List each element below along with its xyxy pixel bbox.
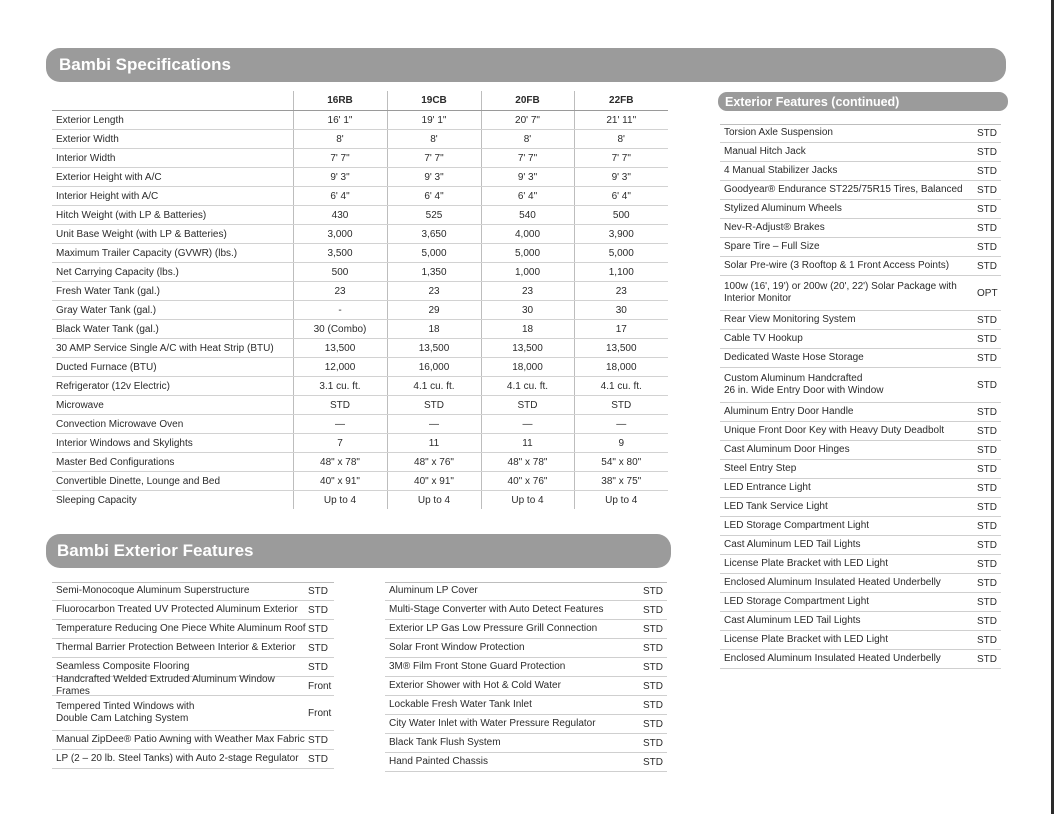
feature-row [720, 441, 1001, 460]
feature-label: License Plate Bracket with LED Light [724, 557, 888, 569]
specifications-banner [46, 48, 1006, 82]
spec-value: - [293, 301, 387, 320]
spec-value: 4,000 [481, 225, 574, 244]
spec-value: 8' [481, 130, 574, 149]
spec-label: Ducted Furnace (BTU) [52, 358, 293, 377]
feature-row [52, 601, 334, 620]
spec-value: — [481, 415, 574, 434]
feature-label: Cast Aluminum Door Hinges [724, 443, 850, 455]
spec-value: 9' 3" [387, 168, 481, 187]
feature-label: 4 Manual Stabilizer Jacks [724, 164, 838, 176]
spec-row [52, 168, 668, 187]
feature-label: Handcrafted Welded Extruded Aluminum Window Frames [56, 673, 275, 697]
spec-value: — [293, 415, 387, 434]
feature-row [720, 143, 1001, 162]
feature-value: STD [977, 482, 997, 494]
specifications-header-row [52, 91, 668, 111]
feature-row [385, 601, 667, 620]
spec-value: 6' 4" [574, 187, 668, 206]
feature-label: City Water Inlet with Water Pressure Regulator [389, 717, 596, 729]
spec-row [52, 358, 668, 377]
feature-label: Solar Pre-wire (3 Rooftop & 1 Front Access Points) [724, 259, 950, 271]
exterior-features-list-left [52, 582, 334, 769]
spec-value: 40" x 76" [481, 472, 574, 491]
feature-row [720, 162, 1001, 181]
spec-row [52, 263, 668, 282]
spec-label: Interior Height with A/C [52, 187, 293, 206]
feature-label: Aluminum Entry Door Handle [724, 405, 854, 417]
feature-label: Black Tank Flush System [389, 736, 501, 748]
feature-label: Spare Tire – Full Size [724, 240, 820, 252]
feature-value: STD [308, 586, 328, 597]
feature-label: Hand Painted Chassis [389, 755, 488, 767]
spec-value: 19' 1" [387, 111, 481, 130]
spec-value: 16,000 [387, 358, 481, 377]
feature-label: Enclosed Aluminum Insulated Heated Underbelly [724, 652, 941, 664]
spec-label: Master Bed Configurations [52, 453, 293, 472]
spec-label: Exterior Height with A/C [52, 168, 293, 187]
spec-value: 18 [387, 320, 481, 339]
spec-value: 13,500 [574, 339, 668, 358]
feature-value: STD [977, 222, 997, 234]
feature-value: STD [977, 444, 997, 456]
feature-row [720, 219, 1001, 238]
feature-value: STD [977, 558, 997, 570]
feature-row [720, 460, 1001, 479]
feature-value: STD [308, 661, 328, 673]
feature-value: STD [977, 260, 997, 272]
specifications-table [52, 91, 668, 509]
feature-label: Semi-Monocoque Aluminum Superstructure [56, 585, 250, 597]
feature-row [720, 238, 1001, 257]
spec-label: Interior Windows and Skylights [52, 434, 293, 453]
spec-row [52, 149, 668, 168]
feature-row [385, 620, 667, 639]
feature-row [720, 349, 1001, 368]
spec-row [52, 415, 668, 434]
feature-row [720, 631, 1001, 650]
feature-row [720, 593, 1001, 612]
feature-label: LED Storage Compartment Light [724, 595, 870, 607]
spec-label: Net Carrying Capacity (lbs.) [52, 263, 293, 282]
spec-label: Fresh Water Tank (gal.) [52, 282, 293, 301]
feature-row [720, 403, 1001, 422]
spec-label: 30 AMP Service Single A/C with Heat Strip (BTU) [52, 339, 293, 358]
feature-label: Rear View Monitoring System [724, 313, 856, 325]
feature-label: Steel Entry Step [724, 462, 797, 474]
exterior-features-list-continued [720, 124, 1001, 669]
feature-label: Enclosed Aluminum Insulated Heated Underbelly [724, 576, 941, 588]
specifications-title: Bambi Specifications [59, 55, 231, 74]
spec-value: 13,500 [293, 339, 387, 358]
spec-label: Unit Base Weight (with LP & Batteries) [52, 225, 293, 244]
feature-value: STD [643, 718, 663, 730]
spec-value: 1,100 [574, 263, 668, 282]
feature-value: STD [977, 314, 997, 326]
spec-label: Convertible Dinette, Lounge and Bed [52, 472, 293, 491]
feature-row [720, 200, 1001, 219]
spec-value: 48" x 78" [481, 453, 574, 472]
feature-value: STD [643, 661, 663, 673]
feature-value: STD [977, 146, 997, 158]
spec-label: Refrigerator (12v Electric) [52, 377, 293, 396]
spec-value: 500 [574, 206, 668, 225]
feature-row [52, 582, 334, 601]
feature-value: STD [977, 577, 997, 589]
feature-value: STD [977, 241, 997, 253]
feature-value: STD [308, 734, 328, 746]
feature-row [385, 677, 667, 696]
feature-row [720, 422, 1001, 441]
feature-row [385, 696, 667, 715]
spec-label: Black Water Tank (gal.) [52, 320, 293, 339]
spec-label: Interior Width [52, 149, 293, 168]
feature-row [385, 753, 667, 772]
spec-value: 6' 4" [387, 187, 481, 206]
spec-value: Up to 4 [574, 491, 668, 510]
feature-value: STD [977, 539, 997, 551]
spec-value: 11 [481, 434, 574, 453]
feature-value: STD [308, 642, 328, 654]
spec-row [52, 320, 668, 339]
feature-value: STD [977, 406, 997, 418]
feature-row [385, 639, 667, 658]
model-header: 20FB [481, 91, 574, 111]
exterior-features-banner [46, 534, 671, 568]
spec-value: 430 [293, 206, 387, 225]
feature-label: 100w (16', 19') or 200w (20', 22') Solar Package with Interior Monitor [724, 280, 957, 304]
spec-value: 1,000 [481, 263, 574, 282]
feature-value: STD [643, 680, 663, 692]
spec-value: 40" x 91" [387, 472, 481, 491]
spec-row [52, 377, 668, 396]
spec-row [52, 434, 668, 453]
spec-value: 5,000 [574, 244, 668, 263]
spec-value: 3,000 [293, 225, 387, 244]
specifications-body [52, 111, 668, 510]
feature-row [720, 479, 1001, 498]
feature-value: STD [643, 623, 663, 635]
spec-row [52, 491, 668, 510]
spec-label-header [52, 91, 293, 111]
feature-label: Manual ZipDee® Patio Awning with Weather Max Fabric [56, 733, 305, 745]
feature-label: LED Storage Compartment Light [724, 519, 870, 531]
feature-value: STD [977, 379, 997, 391]
spec-value: STD [481, 396, 574, 415]
feature-label: Dedicated Waste Hose Storage [724, 351, 864, 363]
feature-value: STD [977, 520, 997, 532]
spec-value: 540 [481, 206, 574, 225]
spec-label: Gray Water Tank (gal.) [52, 301, 293, 320]
feature-row [720, 536, 1001, 555]
feature-value: STD [977, 203, 997, 215]
spec-value: 40" x 91" [293, 472, 387, 491]
feature-row [52, 731, 334, 750]
feature-row [720, 650, 1001, 669]
feature-row [720, 330, 1001, 349]
spec-label: Microwave [52, 396, 293, 415]
feature-value: OPT [977, 287, 998, 299]
spec-value: 23 [293, 282, 387, 301]
feature-label: Exterior Shower with Hot & Cold Water [389, 679, 561, 691]
feature-label: Cast Aluminum LED Tail Lights [724, 614, 861, 626]
spec-value: 23 [481, 282, 574, 301]
spec-row [52, 301, 668, 320]
feature-label: LP (2 – 20 lb. Steel Tanks) with Auto 2-stage Regulator [56, 752, 299, 764]
feature-row [720, 498, 1001, 517]
spec-value: 3,900 [574, 225, 668, 244]
feature-value: STD [977, 615, 997, 627]
exterior-features-list-middle [385, 582, 667, 772]
feature-label: LED Entrance Light [724, 481, 811, 493]
feature-row [52, 696, 334, 731]
spec-value: 11 [387, 434, 481, 453]
feature-row [720, 257, 1001, 276]
feature-row [720, 555, 1001, 574]
spec-value: 23 [387, 282, 481, 301]
spec-value: 525 [387, 206, 481, 225]
feature-value: STD [977, 634, 997, 646]
feature-row [385, 715, 667, 734]
spec-row [52, 396, 668, 415]
spec-value: 4.1 cu. ft. [387, 377, 481, 396]
spec-value: 16' 1" [293, 111, 387, 130]
feature-row [385, 658, 667, 677]
spec-value: — [387, 415, 481, 434]
spec-value: 21' 11" [574, 111, 668, 130]
spec-value: 54" x 80" [574, 453, 668, 472]
spec-value: 7' 7" [293, 149, 387, 168]
feature-value: STD [308, 753, 328, 765]
spec-value: 5,000 [481, 244, 574, 263]
spec-value: 3,500 [293, 244, 387, 263]
feature-label: Lockable Fresh Water Tank Inlet [389, 698, 532, 710]
spec-value: 18 [481, 320, 574, 339]
feature-value: STD [643, 699, 663, 711]
spec-value: 13,500 [387, 339, 481, 358]
feature-row [385, 734, 667, 753]
feature-value: STD [308, 623, 328, 635]
spec-value: 30 [574, 301, 668, 320]
spec-value: 38" x 75" [574, 472, 668, 491]
spec-value: 3.1 cu. ft. [293, 377, 387, 396]
feature-label: Solar Front Window Protection [389, 641, 525, 653]
feature-value: STD [643, 586, 663, 597]
feature-row [52, 750, 334, 769]
feature-row [720, 124, 1001, 143]
spec-value: 6' 4" [481, 187, 574, 206]
spec-row [52, 111, 668, 130]
feature-value: Front [308, 680, 332, 692]
spec-row [52, 472, 668, 491]
feature-row [720, 368, 1001, 403]
spec-value: STD [293, 396, 387, 415]
spec-value: 7' 7" [574, 149, 668, 168]
spec-value: Up to 4 [481, 491, 574, 510]
spec-row [52, 339, 668, 358]
spec-value: 9' 3" [481, 168, 574, 187]
feature-label: Custom Aluminum Handcrafted 26 in. Wide Entry Door with Window [724, 372, 884, 396]
feature-label: Tempered Tinted Windows with Double Cam Latching System [56, 700, 195, 724]
feature-value: STD [977, 128, 997, 139]
spec-value: Up to 4 [293, 491, 387, 510]
exterior-features-title: Bambi Exterior Features [57, 541, 254, 560]
spec-label: Exterior Length [52, 111, 293, 130]
spec-value: 7' 7" [387, 149, 481, 168]
feature-row [720, 276, 1001, 311]
spec-value: 17 [574, 320, 668, 339]
feature-value: STD [977, 425, 997, 437]
spec-value: 4.1 cu. ft. [574, 377, 668, 396]
feature-label: Temperature Reducing One Piece White Aluminum Roof [56, 622, 306, 634]
feature-row [720, 612, 1001, 631]
spec-label: Maximum Trailer Capacity (GVWR) (lbs.) [52, 244, 293, 263]
spec-row [52, 187, 668, 206]
feature-row [720, 574, 1001, 593]
feature-label: Aluminum LP Cover [389, 585, 478, 597]
spec-value: 20' 7" [481, 111, 574, 130]
spec-label: Exterior Width [52, 130, 293, 149]
spec-value: 6' 4" [293, 187, 387, 206]
spec-value: 9' 3" [293, 168, 387, 187]
feature-label: Thermal Barrier Protection Between Interior & Exterior [56, 641, 296, 653]
spec-value: STD [387, 396, 481, 415]
spec-value: 30 (Combo) [293, 320, 387, 339]
feature-label: Seamless Composite Flooring [56, 660, 190, 672]
spec-value: 8' [574, 130, 668, 149]
feature-label: Multi-Stage Converter with Auto Detect Features [389, 603, 604, 615]
spec-value: 8' [293, 130, 387, 149]
feature-label: Nev-R-Adjust® Brakes [724, 221, 825, 233]
page-edge-bar [1051, 0, 1054, 814]
spec-value: 23 [574, 282, 668, 301]
spec-row [52, 130, 668, 149]
spec-value: 48" x 78" [293, 453, 387, 472]
spec-label: Hitch Weight (with LP & Batteries) [52, 206, 293, 225]
feature-label: License Plate Bracket with LED Light [724, 633, 888, 645]
model-header: 16RB [293, 91, 387, 111]
spec-value: 9' 3" [574, 168, 668, 187]
spec-value: 29 [387, 301, 481, 320]
feature-row [52, 620, 334, 639]
feature-label: Exterior LP Gas Low Pressure Grill Connection [389, 622, 598, 634]
spec-value: 9 [574, 434, 668, 453]
feature-label: Fluorocarbon Treated UV Protected Aluminum Exterior [56, 603, 298, 615]
spec-row [52, 453, 668, 472]
feature-label: Cast Aluminum LED Tail Lights [724, 538, 861, 550]
spec-value: Up to 4 [387, 491, 481, 510]
feature-label: Stylized Aluminum Wheels [724, 202, 842, 214]
feature-value: STD [977, 501, 997, 513]
feature-value: STD [977, 165, 997, 177]
feature-value: STD [977, 653, 997, 665]
spec-label: Convection Microwave Oven [52, 415, 293, 434]
spec-value: 5,000 [387, 244, 481, 263]
feature-row [385, 582, 667, 601]
model-header: 22FB [574, 91, 668, 111]
spec-row [52, 282, 668, 301]
feature-value: STD [643, 756, 663, 768]
spec-value: 13,500 [481, 339, 574, 358]
exterior-continued-banner [718, 92, 1008, 111]
spec-value: 18,000 [574, 358, 668, 377]
feature-row [52, 673, 334, 697]
feature-label: LED Tank Service Light [724, 500, 828, 512]
spec-value: 48" x 76" [387, 453, 481, 472]
spec-value: 8' [387, 130, 481, 149]
feature-row [52, 639, 334, 658]
feature-row [720, 311, 1001, 330]
feature-value: STD [977, 184, 997, 196]
feature-value: STD [977, 596, 997, 608]
spec-value: 3,650 [387, 225, 481, 244]
spec-value: — [574, 415, 668, 434]
feature-label: Goodyear® Endurance ST225/75R15 Tires, Balanced [724, 183, 963, 195]
spec-row [52, 244, 668, 263]
spec-value: 7 [293, 434, 387, 453]
spec-value: 18,000 [481, 358, 574, 377]
spec-value: STD [574, 396, 668, 415]
spec-row [52, 225, 668, 244]
spec-value: 7' 7" [481, 149, 574, 168]
feature-row [720, 181, 1001, 200]
feature-label: 3M® Film Front Stone Guard Protection [389, 660, 566, 672]
spec-value: 1,350 [387, 263, 481, 282]
feature-value: STD [977, 333, 997, 345]
feature-value: STD [643, 737, 663, 749]
feature-value: STD [977, 352, 997, 364]
model-header: 19CB [387, 91, 481, 111]
feature-value: STD [308, 604, 328, 616]
spec-value: 12,000 [293, 358, 387, 377]
spec-value: 500 [293, 263, 387, 282]
feature-value: STD [977, 463, 997, 475]
feature-label: Torsion Axle Suspension [724, 127, 833, 139]
spec-row [52, 206, 668, 225]
exterior-continued-title: Exterior Features (continued) [725, 94, 900, 109]
feature-label: Cable TV Hookup [724, 332, 803, 344]
feature-label: Manual Hitch Jack [724, 145, 806, 157]
feature-row [720, 517, 1001, 536]
spec-label: Sleeping Capacity [56, 494, 137, 506]
feature-value: Front [308, 707, 332, 719]
spec-value: 4.1 cu. ft. [481, 377, 574, 396]
feature-label: Unique Front Door Key with Heavy Duty Deadbolt [724, 424, 945, 436]
spec-value: 30 [481, 301, 574, 320]
feature-value: STD [643, 642, 663, 654]
feature-value: STD [643, 604, 663, 616]
